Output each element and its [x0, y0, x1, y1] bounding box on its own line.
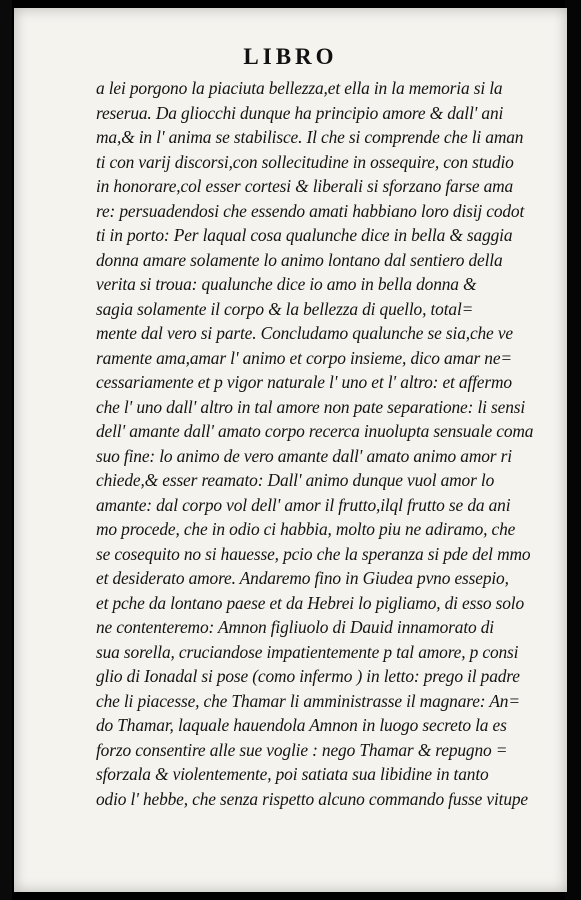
text-line: a lei porgono la piaciuta bellezza,et ella in la memoria si la [96, 78, 503, 98]
body-text [96, 76, 536, 811]
text-line: se cosequito no si hauesse, pcio che la speranza si pde del mmo [96, 543, 531, 564]
text-line: che l' uno dall' altro in tal amore non pate separatione: li sensi [96, 396, 526, 417]
text-line: dell' amante dall' amato corpo recerca inuolupta sensuale coma [96, 421, 534, 441]
text-line: odio l' hebbe, che senza rispetto alcuno commando fusse vitupe [96, 788, 529, 809]
text-line: verita si troua: qualunche dice io amo in bella donna & [96, 274, 477, 294]
scan-border-left [0, 0, 12, 900]
text-line: ti con varij discorsi,con sollecitudine in ossequire, con studio [96, 151, 514, 172]
text-line: ti in porto: Per laqual cosa qualunche dice in bella & saggia [96, 225, 513, 245]
text-line: mo procede, che in odio ci habbia, molto piu ne adiramo, che [96, 519, 516, 539]
text-line: suo fine: lo animo de vero amante dall' amato animo amor ri [96, 445, 512, 466]
text-line: re: persuadendosi che essendo amati habbiano loro disij codot [96, 200, 525, 221]
text-line: sua sorella, cruciandose impatientemente p tal amore, p consi [96, 641, 519, 662]
text-line: do Thamar, laquale hauendola Amnon in luogo secreto la es [96, 715, 507, 735]
scan-border-right [565, 0, 581, 900]
text-line: mente dal vero si parte. Concludamo qualunche se sia,che ve [96, 323, 513, 343]
text-line: reserua. Da gliocchi dunque ha principio amore & dall' ani [96, 102, 504, 123]
text-line: et pche da lontano paese et da Hebrei lo pigliamo, di esso solo [96, 592, 524, 613]
text-line: sagia solamente il corpo & la bellezza di quello, total= [96, 298, 474, 319]
text-line: che li piacesse, che Thamar li amministrasse il magnare: An= [96, 690, 520, 711]
text-line: ramente ama,amar l' animo et corpo insieme, dico amar ne= [96, 347, 513, 368]
text-line: ne contenteremo: Amnon figliuolo di Dauid innamorato di [96, 617, 494, 637]
text-line: amante: dal corpo vol dell' amor il frutto,ilql frutto se da ani [96, 494, 511, 515]
text-line: donna amare solamente lo animo lontano dal sentiero della [96, 249, 503, 270]
text-line: glio di Ionadal si pose (como infermo ) in letto: prego il padre [96, 666, 520, 686]
text-line: cessariamente et p vigor naturale l' uno et l' altro: et affermo [96, 372, 512, 392]
text-line: ma,& in l' anima se stabilisce. Il che si comprende che li aman [96, 127, 524, 147]
text-line: forzo consentire alle sue voglie : nego Thamar & repugno = [96, 739, 508, 760]
text-line: sforzala & violentemente, poi satiata sua libidine in tanto [96, 764, 489, 784]
running-title: LIBRO [243, 44, 338, 69]
text-line: in honorare,col esser cortesi & liberali si sforzano farse ama [96, 176, 514, 196]
text-line: chiede,& esser reamato: Dall' animo dunque vuol amor lo [96, 470, 495, 490]
text-line: et desiderato amore. Andaremo fino in Giudea pvno essepio, [96, 568, 509, 588]
